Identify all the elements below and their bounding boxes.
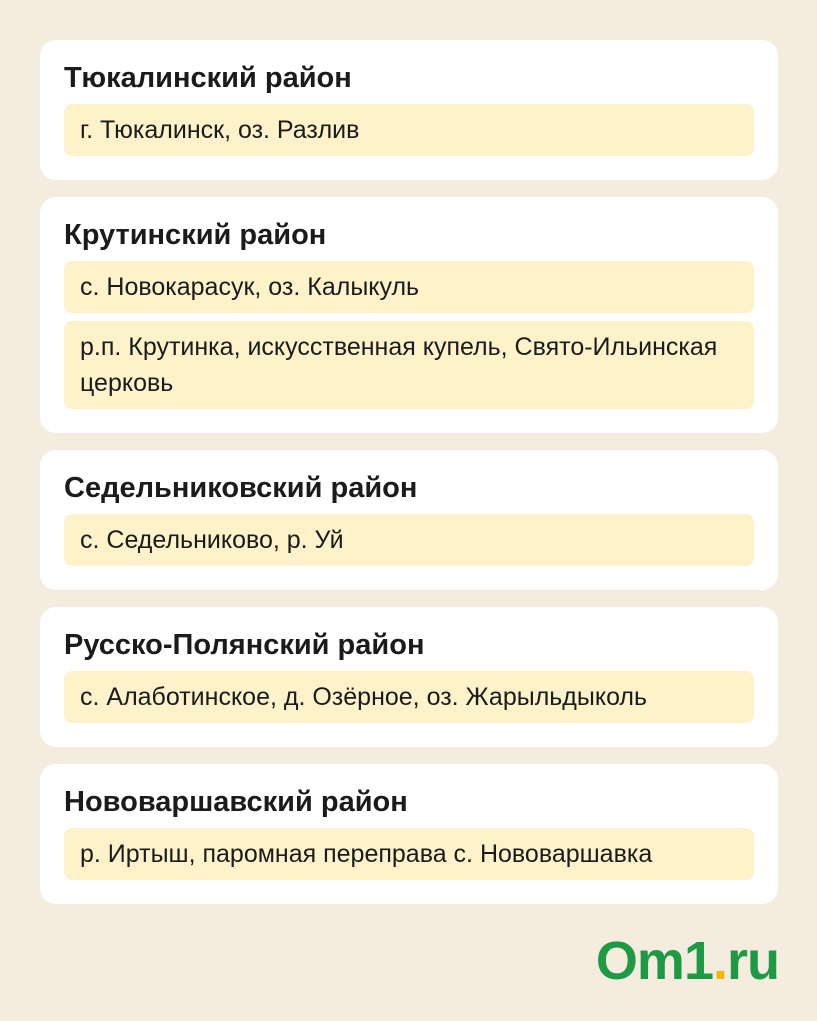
district-card-sedelnikovsky: [40, 450, 778, 590]
place-item: с. Алаботинское, д. Озёрное, оз. Жарыльдыколь: [64, 671, 754, 723]
logo-ru: ru: [727, 931, 779, 991]
place-item: р. Иртыш, паромная переправа с. Нововаршавка: [64, 828, 754, 880]
district-title: Седельниковский район: [64, 472, 418, 504]
district-title: Русско-Полянский район: [64, 629, 425, 661]
district-card-russko-polyansky: [40, 607, 778, 747]
logo-dot: .: [712, 931, 727, 991]
district-card-krutinsky: [40, 197, 778, 433]
district-card-tyukalinsky: [40, 40, 778, 180]
district-list: [40, 40, 778, 921]
om1-logo: [595, 931, 779, 991]
place-item: с. Новокарасук, оз. Калыкуль: [64, 261, 754, 313]
district-card-novovarshavsky: [40, 764, 778, 904]
district-title: Тюкалинский район: [64, 62, 352, 94]
place-item: с. Седельниково, р. Уй: [64, 514, 754, 566]
place-item: р.п. Крутинка, искусственная купель, Свято-Ильинская церковь: [64, 321, 754, 409]
place-item: г. Тюкалинск, оз. Разлив: [64, 104, 754, 156]
district-title: Крутинский район: [64, 219, 327, 251]
logo-om: Om1: [595, 931, 713, 991]
district-title: Нововаршавский район: [64, 786, 408, 818]
